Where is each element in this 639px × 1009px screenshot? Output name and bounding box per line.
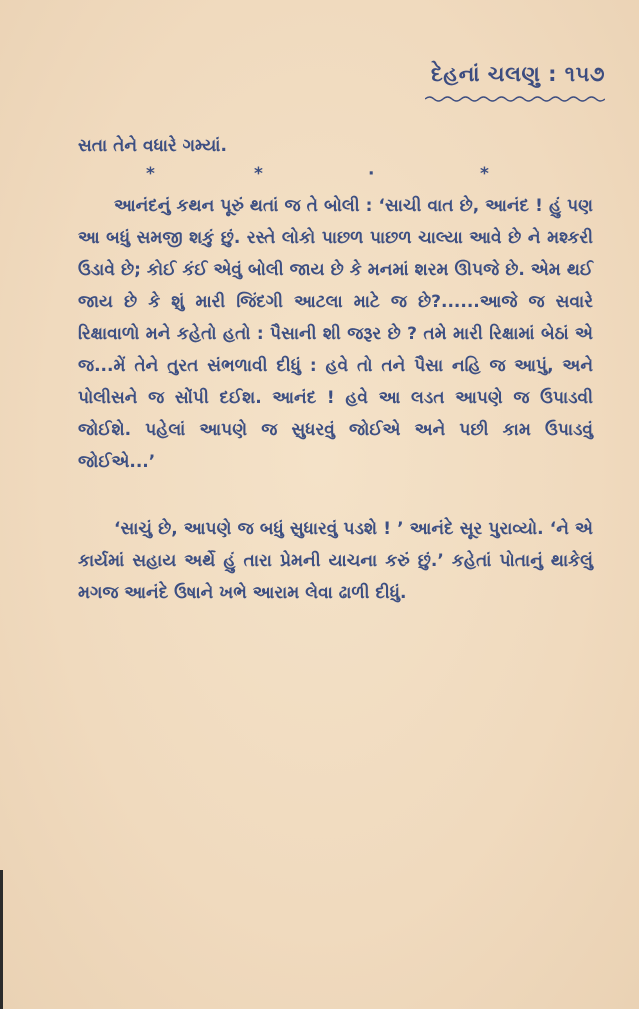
separator-star: * bbox=[146, 164, 155, 184]
paragraph: ‘સાચું છે, આપણે જ બધું સુધારવું પડશે ! ’ આનંદે સૂર પુરાવ્યો. ‘ને એ કાર્યમાં સહાય અર્થે હું તારા પ્રેમની યાચના કરું છું.’ કહેતાં પોતાનું થાકેલું મગજ આનંદે ઉષાને ખભે આરામ લેવા ઢાળી દીધું. bbox=[78, 519, 593, 603]
header-wavy-rule bbox=[425, 94, 605, 104]
separator-star: * bbox=[480, 164, 489, 184]
separator-star: * bbox=[254, 164, 263, 184]
paragraph: આનંદનું કથન પૂરું થતાં જ તે બોલી : ‘સાચી વાત છે, આનંદ ! હું પણ આ બધું સમજી શકું છું. રસ્તે લોકો પાછળ પાછળ ચાલ્યા આવે છે ને મશ્કરી ઉડાવે છે; કોઈ કંઈ એવું બોલી જાય છે કે મનમાં શરમ ઊપજે છે. એમ થઈ જાય છે કે શું મારી જિંદગી આટલા માટે જ છે?......આજે જ સવારે રિક્ષાવાળો મને કહેતો હતો : પૈસાની શી જરૂર છે ? તમે મારી રિક્ષામાં બેઠાં એ જ...મેં તેને તુરત સંભળાવી દીધું : હવે તો તને પૈસા નહિ જ આપું, અને પોલીસને જ સોંપી દઈશ. આનંદ ! હવે આ લડત આપણે જ ઉપાડવી જોઈશે. પહેલાં આપણે જ સુધરવું જોઈએ અને પછી કામ ઉપાડવું જોઈએ...’ bbox=[78, 196, 593, 472]
scan-edge-shadow bbox=[0, 870, 3, 1009]
separator-dot: · bbox=[368, 164, 375, 184]
running-header: દેહનાં ચલણુ : ૧૫૭ bbox=[431, 62, 605, 86]
section-separator bbox=[78, 164, 593, 188]
opening-line: સતા તેને વધારે ગમ્યાં. bbox=[78, 136, 227, 156]
